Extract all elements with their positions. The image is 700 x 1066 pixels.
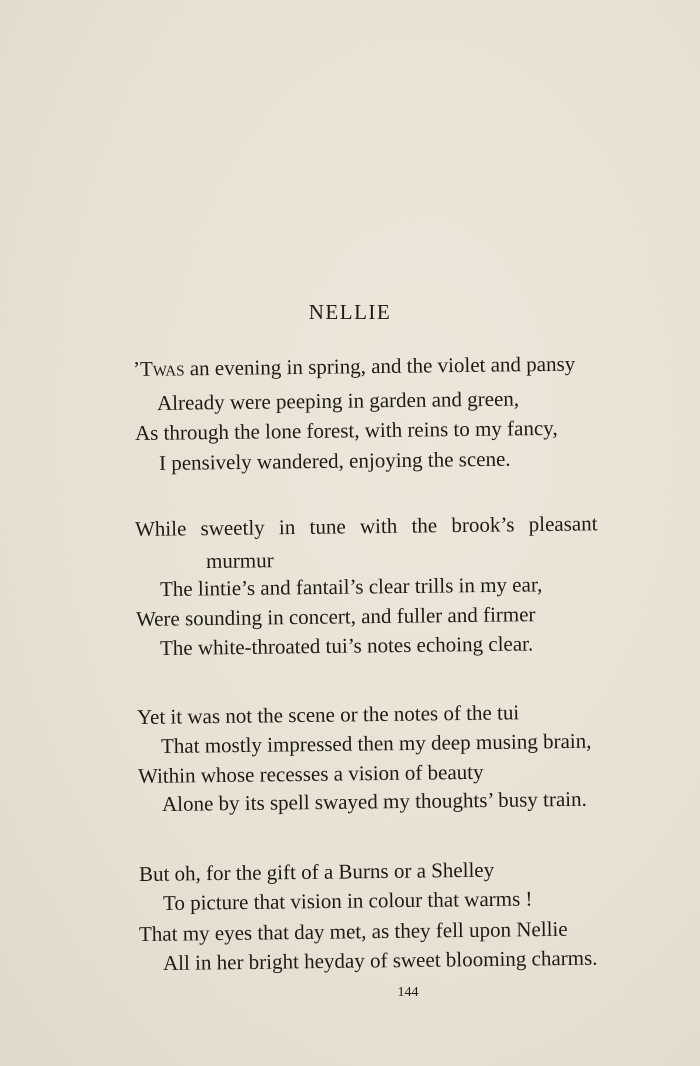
poem-title: NELLIE bbox=[308, 300, 392, 324]
poem-line: But oh, for the gift of a Burns or a Shelley bbox=[138, 857, 495, 886]
poem-line: All in her bright heyday of sweet blooming charms. bbox=[162, 945, 598, 975]
poem-line: Yet it was not the scene or the notes of the tui bbox=[136, 700, 520, 729]
poem-line: Were sounding in concert, and fuller and firmer bbox=[135, 602, 536, 631]
poem-line: I pensively wandered, enjoying the scene. bbox=[158, 446, 511, 475]
page-number: 144 bbox=[397, 985, 419, 1000]
poem-line: Alone by its spell swayed my thoughts’ busy train. bbox=[161, 786, 587, 816]
poem-line: The white-throated tui’s notes echoing clear. bbox=[159, 631, 534, 660]
drop-word: ’Twas bbox=[132, 356, 185, 381]
poem-line: As through the lone forest, with reins to my fancy, bbox=[134, 415, 558, 445]
poem-line: Already were peeping in garden and green, bbox=[156, 386, 520, 415]
poem-line: That my eyes that day met, as they fell upon Nellie bbox=[138, 916, 568, 946]
poem-line: ’Twas an evening in spring, and the violet and pansy bbox=[132, 351, 576, 381]
poem-line: Within whose recesses a vision of beauty bbox=[137, 759, 484, 788]
poem-line: To picture that vision in colour that warms ! bbox=[162, 886, 533, 915]
poem-line: The lintie’s and fantail’s clear trills in my ear, bbox=[159, 572, 543, 601]
poem-line: That mostly impressed then my deep musing brain, bbox=[160, 728, 592, 758]
poem-line: While sweetly in tune with the brook’s pleasant bbox=[134, 511, 598, 541]
poem-line: murmur bbox=[205, 548, 274, 573]
